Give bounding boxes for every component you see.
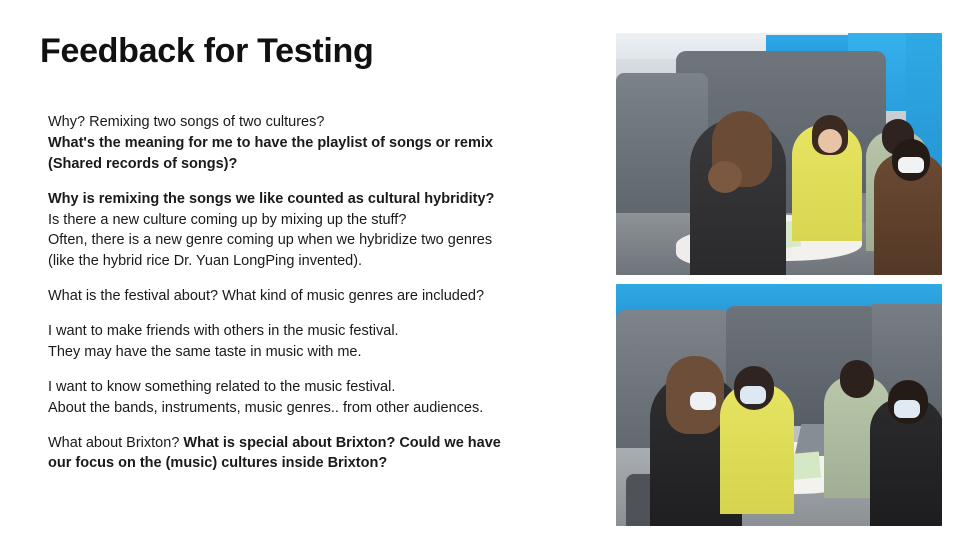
face-mask bbox=[690, 392, 716, 410]
feedback-line: Often, there is a new genre coming up when we hybridize two genres bbox=[48, 232, 493, 249]
photo-gallery bbox=[616, 33, 942, 526]
face-mask bbox=[898, 157, 924, 173]
feedback-line-mixed bbox=[48, 433, 588, 454]
feedback-block-5 bbox=[48, 377, 588, 419]
feedback-line: our focus on the (music) cultures inside Brixton? bbox=[48, 455, 388, 472]
feedback-line: What is the festival about? What kind of music genres are included? bbox=[48, 288, 485, 305]
feedback-block-2 bbox=[48, 189, 588, 273]
photo-workshop-top bbox=[616, 33, 942, 275]
feedback-line-plain: What about Brixton? bbox=[48, 434, 184, 451]
feedback-line: They may have the same taste in music with me. bbox=[48, 343, 362, 360]
face-mask bbox=[894, 400, 920, 418]
feedback-block-3 bbox=[48, 286, 588, 307]
feedback-line: Why? Remixing two songs of two cultures? bbox=[48, 114, 325, 130]
feedback-line: (like the hybrid rice Dr. Yuan LongPing invented). bbox=[48, 253, 363, 270]
feedback-line-emphasis: What is special about Brixton? Could we have bbox=[183, 434, 501, 451]
face-mask bbox=[740, 386, 766, 404]
feedback-line: (Shared records of songs)? bbox=[48, 155, 238, 172]
feedback-line: I want to make friends with others in the music festival. bbox=[48, 323, 399, 339]
person-face bbox=[818, 129, 842, 153]
feedback-line: Is there a new culture coming up by mixing up the stuff? bbox=[48, 211, 407, 228]
person-hair-bun bbox=[708, 161, 742, 193]
feedback-line: Why is remixing the songs we like counted as cultural hybridity? bbox=[48, 190, 495, 207]
feedback-block-6 bbox=[48, 433, 588, 475]
feedback-block-4 bbox=[48, 321, 588, 363]
feedback-line: What's the meaning for me to have the playlist of songs or remix bbox=[48, 134, 493, 151]
feedback-text-body bbox=[48, 112, 588, 474]
page-title: Feedback for Testing bbox=[40, 32, 374, 70]
feedback-line: About the bands, instruments, music genres.. from other audiences. bbox=[48, 399, 484, 416]
person-head bbox=[840, 360, 874, 398]
feedback-line: I want to know something related to the music festival. bbox=[48, 378, 396, 395]
photo-workshop-bottom bbox=[616, 284, 942, 526]
feedback-block-1 bbox=[48, 112, 588, 175]
